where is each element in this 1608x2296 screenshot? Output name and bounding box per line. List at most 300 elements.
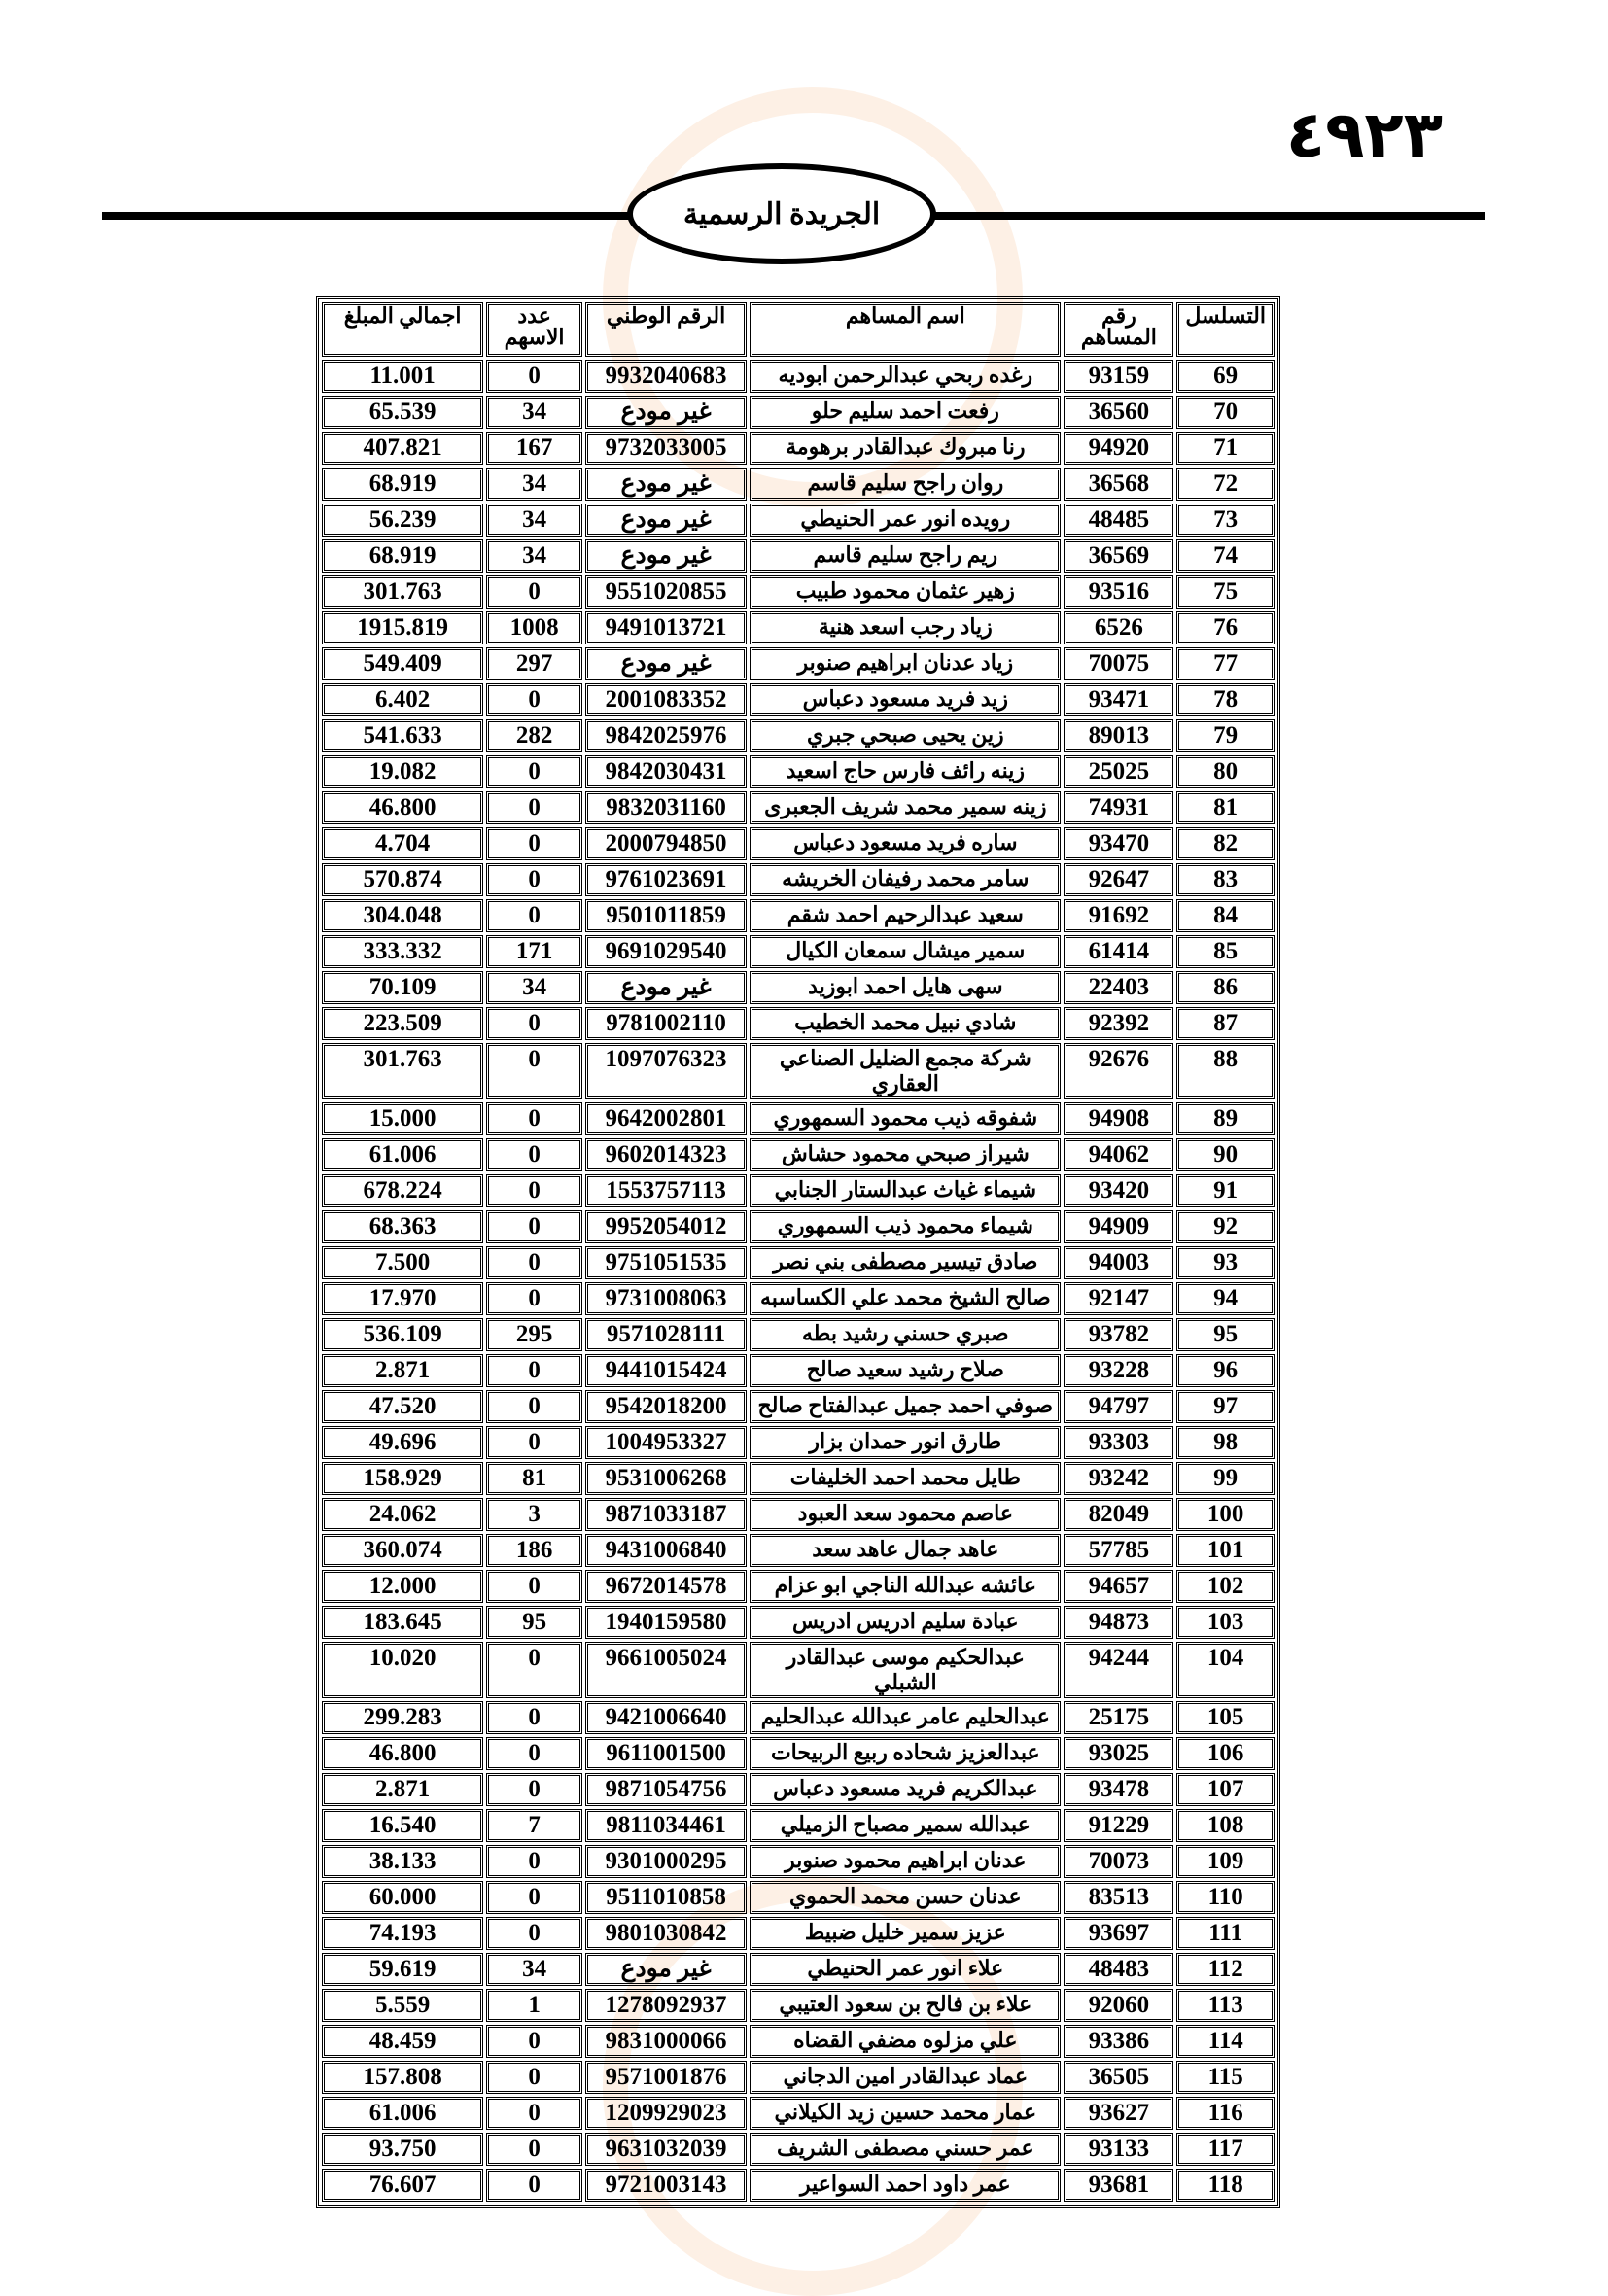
cell-share-count: 171 xyxy=(486,935,582,968)
table-row xyxy=(322,1737,1275,1770)
cell-national-id: غير مودع xyxy=(585,539,747,573)
cell-total-amount: 24.062 xyxy=(322,1498,483,1531)
table-row xyxy=(322,899,1275,932)
cell-total-amount: 68.363 xyxy=(322,1210,483,1243)
cell-share-count: 0 xyxy=(486,1426,582,1459)
cell-shareholder-name: زياد رجب اسعد هنية xyxy=(750,611,1061,644)
cell-serial: 91 xyxy=(1176,1174,1275,1207)
publication-title: الجريدة الرسمية xyxy=(682,197,881,230)
table-row xyxy=(322,1701,1275,1734)
cell-total-amount: 61.006 xyxy=(322,2097,483,2130)
cell-shareholder-name: عبدالحكيم موسى عبدالقادر الشبلي xyxy=(750,1642,1061,1698)
cell-shareholder-name: سهى هايل احمد ابوزيد xyxy=(750,971,1061,1004)
cell-shareholder-name: ساره فريد مسعود دعباس xyxy=(750,827,1061,860)
cell-shareholder-name: عبدالحليم عامر عبدالله عبدالحليم xyxy=(750,1701,1061,1734)
cell-shareholder-name: رفعت احمد سليم حلو xyxy=(750,396,1061,429)
cell-share-count: 34 xyxy=(486,539,582,573)
cell-serial: 99 xyxy=(1176,1462,1275,1495)
cell-national-id: 9831000066 xyxy=(585,2025,747,2058)
cell-share-count: 0 xyxy=(486,1102,582,1135)
table-row xyxy=(322,1917,1275,1950)
cell-shareholder-name: عمر حسني مصطفى الشريف xyxy=(750,2133,1061,2166)
cell-shareholder-name: شفوقه ذيب محمود السمهوري xyxy=(750,1102,1061,1135)
table-row xyxy=(322,1642,1275,1698)
cell-share-count: 186 xyxy=(486,1534,582,1567)
cell-serial: 104 xyxy=(1176,1642,1275,1698)
cell-share-count: 0 xyxy=(486,1845,582,1878)
cell-national-id: 9611001500 xyxy=(585,1737,747,1770)
table-row xyxy=(322,1102,1275,1135)
cell-serial: 113 xyxy=(1176,1989,1275,2022)
cell-national-id: 9832031160 xyxy=(585,791,747,824)
cell-total-amount: 11.001 xyxy=(322,360,483,393)
cell-shareholder-number: 36568 xyxy=(1064,468,1173,501)
table-row xyxy=(322,971,1275,1004)
cell-serial: 111 xyxy=(1176,1917,1275,1950)
cell-serial: 115 xyxy=(1176,2061,1275,2094)
cell-share-count: 0 xyxy=(486,755,582,788)
cell-national-id: 9781002110 xyxy=(585,1007,747,1040)
cell-shareholder-name: صلاح رشيد سعيد صالح xyxy=(750,1354,1061,1387)
cell-shareholder-number: 93471 xyxy=(1064,683,1173,716)
cell-total-amount: 407.821 xyxy=(322,432,483,465)
cell-total-amount: 223.509 xyxy=(322,1007,483,1040)
cell-shareholder-name: زينه رائف فارس حاج اسعيد xyxy=(750,755,1061,788)
cell-total-amount: 74.193 xyxy=(322,1917,483,1950)
cell-national-id: 9731008063 xyxy=(585,1282,747,1315)
cell-national-id: 9801030842 xyxy=(585,1917,747,1950)
cell-shareholder-name: رغده ربحي عبدالرحمن ابوديه xyxy=(750,360,1061,393)
cell-total-amount: 76.607 xyxy=(322,2169,483,2202)
column-header-shareholder-name: اسم المساهم xyxy=(750,302,1061,357)
cell-total-amount: 68.919 xyxy=(322,539,483,573)
cell-serial: 72 xyxy=(1176,468,1275,501)
cell-shareholder-number: 83513 xyxy=(1064,1881,1173,1914)
cell-share-count: 0 xyxy=(486,2061,582,2094)
cell-shareholder-number: 48483 xyxy=(1064,1953,1173,1986)
table-header-row xyxy=(322,302,1275,357)
cell-shareholder-number: 36569 xyxy=(1064,539,1173,573)
cell-serial: 77 xyxy=(1176,647,1275,680)
cell-total-amount: 5.559 xyxy=(322,1989,483,2022)
cell-shareholder-number: 82049 xyxy=(1064,1498,1173,1531)
table-row xyxy=(322,1354,1275,1387)
cell-total-amount: 541.633 xyxy=(322,719,483,752)
cell-shareholder-name: طايل محمد احمد الخليفات xyxy=(750,1462,1061,1495)
table-row xyxy=(322,935,1275,968)
cell-national-id: 2000794850 xyxy=(585,827,747,860)
cell-national-id: غير مودع xyxy=(585,1953,747,1986)
cell-national-id: غير مودع xyxy=(585,396,747,429)
table-row xyxy=(322,863,1275,896)
cell-national-id: 9571028111 xyxy=(585,1318,747,1351)
cell-serial: 84 xyxy=(1176,899,1275,932)
cell-total-amount: 570.874 xyxy=(322,863,483,896)
cell-share-count: 0 xyxy=(486,2133,582,2166)
cell-national-id: 9932040683 xyxy=(585,360,747,393)
table-row xyxy=(322,2169,1275,2202)
cell-shareholder-name: سامر محمد رفيفان الخريشه xyxy=(750,863,1061,896)
cell-shareholder-name: صبري حسني رشيد بطه xyxy=(750,1318,1061,1351)
cell-national-id: 9672014578 xyxy=(585,1570,747,1603)
cell-shareholder-number: 93478 xyxy=(1064,1773,1173,1806)
cell-shareholder-name: شيراز صبحي محمود حشاش xyxy=(750,1138,1061,1171)
cell-national-id: 9531006268 xyxy=(585,1462,747,1495)
cell-shareholder-number: 94003 xyxy=(1064,1246,1173,1279)
cell-share-count: 0 xyxy=(486,360,582,393)
cell-national-id: 9842025976 xyxy=(585,719,747,752)
cell-shareholder-name: زينه سمير محمد شريف الجعبرى xyxy=(750,791,1061,824)
cell-total-amount: 6.402 xyxy=(322,683,483,716)
cell-total-amount: 7.500 xyxy=(322,1246,483,1279)
table-row xyxy=(322,1534,1275,1567)
cell-shareholder-name: عبدالعزيز شحاده ربيع الربيحات xyxy=(750,1737,1061,1770)
cell-total-amount: 46.800 xyxy=(322,1737,483,1770)
cell-serial: 94 xyxy=(1176,1282,1275,1315)
cell-shareholder-name: سمير ميشال سمعان الكيال xyxy=(750,935,1061,968)
cell-serial: 95 xyxy=(1176,1318,1275,1351)
cell-total-amount: 360.074 xyxy=(322,1534,483,1567)
cell-serial: 89 xyxy=(1176,1102,1275,1135)
cell-share-count: 0 xyxy=(486,2169,582,2202)
cell-national-id: 9811034461 xyxy=(585,1809,747,1842)
cell-serial: 76 xyxy=(1176,611,1275,644)
cell-share-count: 0 xyxy=(486,1282,582,1315)
table-row xyxy=(322,1390,1275,1423)
cell-shareholder-number: 94657 xyxy=(1064,1570,1173,1603)
cell-national-id: 9551020855 xyxy=(585,575,747,609)
table-row xyxy=(322,1606,1275,1639)
table-row xyxy=(322,1989,1275,2022)
cell-serial: 107 xyxy=(1176,1773,1275,1806)
table-row xyxy=(322,647,1275,680)
table-row xyxy=(322,1953,1275,1986)
cell-share-count: 0 xyxy=(486,1570,582,1603)
cell-serial: 73 xyxy=(1176,504,1275,537)
cell-shareholder-number: 36560 xyxy=(1064,396,1173,429)
cell-total-amount: 333.332 xyxy=(322,935,483,968)
cell-share-count: 0 xyxy=(486,1737,582,1770)
cell-shareholder-number: 91692 xyxy=(1064,899,1173,932)
cell-share-count: 0 xyxy=(486,575,582,609)
cell-national-id: 1004953327 xyxy=(585,1426,747,1459)
cell-shareholder-number: 57785 xyxy=(1064,1534,1173,1567)
cell-shareholder-name: عبدالكريم فريد مسعود دعباس xyxy=(750,1773,1061,1806)
cell-share-count: 7 xyxy=(486,1809,582,1842)
cell-total-amount: 70.109 xyxy=(322,971,483,1004)
cell-share-count: 34 xyxy=(486,468,582,501)
cell-shareholder-number: 70073 xyxy=(1064,1845,1173,1878)
cell-share-count: 0 xyxy=(486,1917,582,1950)
cell-serial: 117 xyxy=(1176,2133,1275,2166)
cell-total-amount: 299.283 xyxy=(322,1701,483,1734)
cell-share-count: 34 xyxy=(486,504,582,537)
cell-share-count: 167 xyxy=(486,432,582,465)
cell-share-count: 34 xyxy=(486,396,582,429)
cell-shareholder-name: شيماء غياث عبدالستار الجنابي xyxy=(750,1174,1061,1207)
cell-serial: 102 xyxy=(1176,1570,1275,1603)
cell-national-id: 9952054012 xyxy=(585,1210,747,1243)
cell-shareholder-name: علي مزلوه مضفي القضاه xyxy=(750,2025,1061,2058)
cell-total-amount: 46.800 xyxy=(322,791,483,824)
cell-shareholder-name: ريم راجح سليم قاسم xyxy=(750,539,1061,573)
cell-total-amount: 65.539 xyxy=(322,396,483,429)
cell-total-amount: 2.871 xyxy=(322,1354,483,1387)
cell-total-amount: 19.082 xyxy=(322,755,483,788)
cell-serial: 101 xyxy=(1176,1534,1275,1567)
cell-shareholder-number: 94244 xyxy=(1064,1642,1173,1698)
table-row xyxy=(322,539,1275,573)
cell-shareholder-name: زياد عدنان ابراهيم صنوبر xyxy=(750,647,1061,680)
cell-shareholder-number: 22403 xyxy=(1064,971,1173,1004)
cell-share-count: 34 xyxy=(486,1953,582,1986)
cell-share-count: 0 xyxy=(486,899,582,932)
cell-share-count: 95 xyxy=(486,1606,582,1639)
cell-shareholder-name: علاء بن فالح بن سعود العتيبي xyxy=(750,1989,1061,2022)
cell-shareholder-name: عاهد جمال عاهد سعد xyxy=(750,1534,1061,1567)
cell-shareholder-name: عمار محمد حسين زيد الكيلاني xyxy=(750,2097,1061,2130)
table-row xyxy=(322,2025,1275,2058)
cell-serial: 87 xyxy=(1176,1007,1275,1040)
cell-share-count: 0 xyxy=(486,1642,582,1698)
table-row xyxy=(322,1282,1275,1315)
cell-serial: 81 xyxy=(1176,791,1275,824)
table-row xyxy=(322,2097,1275,2130)
publication-title-ellipse xyxy=(627,163,936,264)
cell-serial: 97 xyxy=(1176,1390,1275,1423)
cell-shareholder-name: عماد عبدالقادر امين الدجاني xyxy=(750,2061,1061,2094)
cell-share-count: 0 xyxy=(486,863,582,896)
cell-share-count: 34 xyxy=(486,971,582,1004)
cell-shareholder-number: 36505 xyxy=(1064,2061,1173,2094)
cell-national-id: 9631032039 xyxy=(585,2133,747,2166)
column-header-national-id: الرقم الوطني xyxy=(585,302,747,357)
cell-shareholder-number: 74931 xyxy=(1064,791,1173,824)
cell-shareholder-number: 91229 xyxy=(1064,1809,1173,1842)
cell-national-id: 9871033187 xyxy=(585,1498,747,1531)
cell-serial: 106 xyxy=(1176,1737,1275,1770)
cell-national-id: 1209929023 xyxy=(585,2097,747,2130)
cell-total-amount: 678.224 xyxy=(322,1174,483,1207)
table-row xyxy=(322,683,1275,716)
cell-national-id: 9871054756 xyxy=(585,1773,747,1806)
cell-total-amount: 68.919 xyxy=(322,468,483,501)
cell-total-amount: 4.704 xyxy=(322,827,483,860)
table-row xyxy=(322,1246,1275,1279)
cell-national-id: 9501011859 xyxy=(585,899,747,932)
cell-national-id: 1553757113 xyxy=(585,1174,747,1207)
cell-national-id: 9761023691 xyxy=(585,863,747,896)
cell-national-id: 9431006840 xyxy=(585,1534,747,1567)
cell-national-id: 9661005024 xyxy=(585,1642,747,1698)
cell-serial: 71 xyxy=(1176,432,1275,465)
table-row xyxy=(322,611,1275,644)
cell-share-count: 0 xyxy=(486,1701,582,1734)
cell-total-amount: 49.696 xyxy=(322,1426,483,1459)
cell-share-count: 0 xyxy=(486,1390,582,1423)
cell-share-count: 1008 xyxy=(486,611,582,644)
cell-shareholder-number: 92147 xyxy=(1064,1282,1173,1315)
cell-shareholder-name: عدنان حسن محمد الحموي xyxy=(750,1881,1061,1914)
table-row xyxy=(322,1498,1275,1531)
cell-share-count: 0 xyxy=(486,1138,582,1171)
cell-national-id: 9721003143 xyxy=(585,2169,747,2202)
cell-total-amount: 2.871 xyxy=(322,1773,483,1806)
cell-shareholder-number: 93159 xyxy=(1064,360,1173,393)
cell-national-id: 9421006640 xyxy=(585,1701,747,1734)
table-row xyxy=(322,1007,1275,1040)
table-row xyxy=(322,827,1275,860)
cell-serial: 92 xyxy=(1176,1210,1275,1243)
cell-shareholder-name: عمر داود احمد السواعير xyxy=(750,2169,1061,2202)
cell-shareholder-number: 94909 xyxy=(1064,1210,1173,1243)
cell-national-id: 9301000295 xyxy=(585,1845,747,1878)
table-row xyxy=(322,1845,1275,1878)
cell-share-count: 0 xyxy=(486,1210,582,1243)
cell-share-count: 0 xyxy=(486,2097,582,2130)
cell-total-amount: 12.000 xyxy=(322,1570,483,1603)
cell-shareholder-number: 25175 xyxy=(1064,1701,1173,1734)
cell-national-id: 9441015424 xyxy=(585,1354,747,1387)
cell-serial: 90 xyxy=(1176,1138,1275,1171)
cell-national-id: 9542018200 xyxy=(585,1390,747,1423)
cell-serial: 112 xyxy=(1176,1953,1275,1986)
cell-shareholder-number: 93516 xyxy=(1064,575,1173,609)
table-row xyxy=(322,1043,1275,1099)
table-row xyxy=(322,575,1275,609)
table-row xyxy=(322,432,1275,465)
table-row xyxy=(322,1570,1275,1603)
cell-share-count: 0 xyxy=(486,1773,582,1806)
cell-total-amount: 61.006 xyxy=(322,1138,483,1171)
shareholders-table xyxy=(316,296,1280,2208)
cell-shareholder-name: زيد فريد مسعود دعباس xyxy=(750,683,1061,716)
cell-national-id: 9732033005 xyxy=(585,432,747,465)
cell-serial: 103 xyxy=(1176,1606,1275,1639)
cell-total-amount: 549.409 xyxy=(322,647,483,680)
cell-shareholder-number: 94908 xyxy=(1064,1102,1173,1135)
cell-total-amount: 48.459 xyxy=(322,2025,483,2058)
cell-shareholder-number: 93470 xyxy=(1064,827,1173,860)
cell-shareholder-name: عائشه عبدالله الناجي ابو عزام xyxy=(750,1570,1061,1603)
cell-serial: 79 xyxy=(1176,719,1275,752)
cell-share-count: 81 xyxy=(486,1462,582,1495)
cell-shareholder-number: 93303 xyxy=(1064,1426,1173,1459)
table-row xyxy=(322,755,1275,788)
cell-share-count: 0 xyxy=(486,791,582,824)
cell-total-amount: 157.808 xyxy=(322,2061,483,2094)
table-row xyxy=(322,1881,1275,1914)
cell-total-amount: 183.645 xyxy=(322,1606,483,1639)
cell-shareholder-name: صادق تيسير مصطفى بني نصر xyxy=(750,1246,1061,1279)
cell-total-amount: 301.763 xyxy=(322,1043,483,1099)
cell-shareholder-number: 61414 xyxy=(1064,935,1173,968)
cell-serial: 114 xyxy=(1176,2025,1275,2058)
cell-share-count: 0 xyxy=(486,1246,582,1279)
cell-shareholder-name: سعيد عبدالرحيم احمد شقم xyxy=(750,899,1061,932)
table-row xyxy=(322,1210,1275,1243)
table-row xyxy=(322,1426,1275,1459)
cell-total-amount: 15.000 xyxy=(322,1102,483,1135)
cell-shareholder-name: روان راجح سليم قاسم xyxy=(750,468,1061,501)
column-header-share-count: عدد الاسهم xyxy=(486,302,582,357)
cell-national-id: غير مودع xyxy=(585,504,747,537)
cell-serial: 96 xyxy=(1176,1354,1275,1387)
cell-serial: 86 xyxy=(1176,971,1275,1004)
cell-serial: 93 xyxy=(1176,1246,1275,1279)
cell-serial: 85 xyxy=(1176,935,1275,968)
cell-shareholder-name: زهير عثمان محمود طبيب xyxy=(750,575,1061,609)
cell-shareholder-name: عبدالله سمير مصباح الزميلي xyxy=(750,1809,1061,1842)
table-row xyxy=(322,1809,1275,1842)
cell-national-id: 1940159580 xyxy=(585,1606,747,1639)
cell-share-count: 0 xyxy=(486,2025,582,2058)
cell-shareholder-number: 93242 xyxy=(1064,1462,1173,1495)
column-header-serial: التسلسل xyxy=(1176,302,1275,357)
table-row xyxy=(322,1462,1275,1495)
cell-serial: 74 xyxy=(1176,539,1275,573)
cell-share-count: 0 xyxy=(486,827,582,860)
cell-total-amount: 1915.819 xyxy=(322,611,483,644)
cell-shareholder-number: 93386 xyxy=(1064,2025,1173,2058)
table-row xyxy=(322,1174,1275,1207)
cell-shareholder-number: 93420 xyxy=(1064,1174,1173,1207)
cell-total-amount: 56.239 xyxy=(322,504,483,537)
cell-serial: 98 xyxy=(1176,1426,1275,1459)
cell-shareholder-number: 93627 xyxy=(1064,2097,1173,2130)
cell-shareholder-name: زين يحيى صبحي جبري xyxy=(750,719,1061,752)
cell-shareholder-name: عبادة سليم ادريس ادريس xyxy=(750,1606,1061,1639)
cell-serial: 69 xyxy=(1176,360,1275,393)
cell-shareholder-number: 92676 xyxy=(1064,1043,1173,1099)
cell-shareholder-number: 93782 xyxy=(1064,1318,1173,1351)
cell-serial: 100 xyxy=(1176,1498,1275,1531)
cell-share-count: 297 xyxy=(486,647,582,680)
cell-share-count: 295 xyxy=(486,1318,582,1351)
cell-share-count: 1 xyxy=(486,1989,582,2022)
table-row xyxy=(322,2061,1275,2094)
cell-share-count: 0 xyxy=(486,1881,582,1914)
cell-national-id: 9642002801 xyxy=(585,1102,747,1135)
cell-share-count: 0 xyxy=(486,1007,582,1040)
cell-share-count: 0 xyxy=(486,1043,582,1099)
cell-shareholder-name: علاء انور عمر الحنيطي xyxy=(750,1953,1061,1986)
cell-total-amount: 59.619 xyxy=(322,1953,483,1986)
cell-shareholder-number: 92647 xyxy=(1064,863,1173,896)
cell-shareholder-name: عزيز سمير خليل ضبيط xyxy=(750,1917,1061,1950)
cell-shareholder-name: شادي نبيل محمد الخطيب xyxy=(750,1007,1061,1040)
cell-national-id: غير مودع xyxy=(585,971,747,1004)
cell-total-amount: 60.000 xyxy=(322,1881,483,1914)
cell-serial: 108 xyxy=(1176,1809,1275,1842)
cell-total-amount: 536.109 xyxy=(322,1318,483,1351)
cell-total-amount: 301.763 xyxy=(322,575,483,609)
cell-shareholder-number: 6526 xyxy=(1064,611,1173,644)
cell-shareholder-name: عاصم محمود سعد العبود xyxy=(750,1498,1061,1531)
cell-serial: 80 xyxy=(1176,755,1275,788)
table-row xyxy=(322,719,1275,752)
cell-shareholder-number: 94062 xyxy=(1064,1138,1173,1171)
cell-serial: 83 xyxy=(1176,863,1275,896)
cell-total-amount: 10.020 xyxy=(322,1642,483,1698)
cell-shareholder-number: 48485 xyxy=(1064,504,1173,537)
cell-share-count: 282 xyxy=(486,719,582,752)
page-number: ٤٩٢٣ xyxy=(1285,97,1443,172)
cell-shareholder-name: شركة مجمع الضليل الصناعي العقاري xyxy=(750,1043,1061,1099)
table-row xyxy=(322,360,1275,393)
cell-share-count: 3 xyxy=(486,1498,582,1531)
cell-serial: 82 xyxy=(1176,827,1275,860)
